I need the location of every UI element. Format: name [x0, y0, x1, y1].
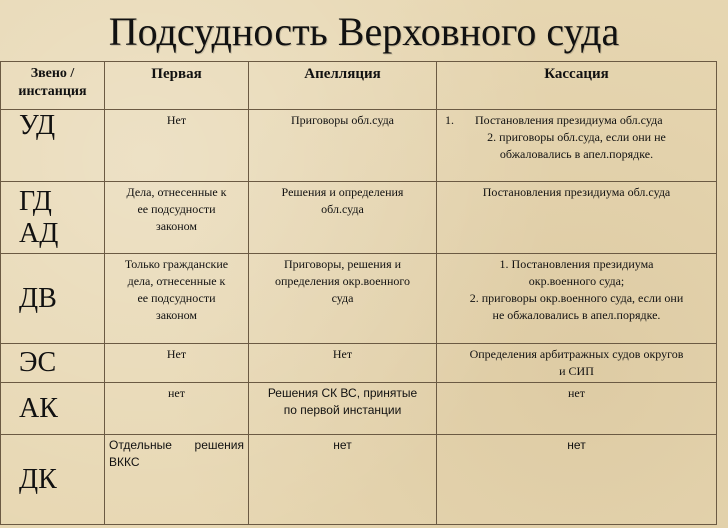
header-cassation: Кассация	[437, 62, 717, 110]
first-cell: нет	[105, 383, 249, 435]
cassation-cell: Определения арбитражных судов округов и СИП	[437, 344, 717, 383]
appeal-cell: Нет	[249, 344, 437, 383]
header-row	[1, 62, 717, 110]
appeal-cell: Приговоры, решения и определения окр.военного суда	[249, 254, 437, 344]
level-cell: ГД АД	[1, 182, 105, 254]
cassation-cell: нет	[437, 383, 717, 435]
level-cell: УД	[1, 110, 105, 182]
appeal-cell: Решения и определения обл.суда	[249, 182, 437, 254]
jurisdiction-table	[0, 61, 717, 525]
level-cell: ДВ	[1, 254, 105, 344]
table-row	[1, 182, 717, 254]
cassation-cell: 1. Постановления президиума обл.суда 2. приговоры обл.суда, если они не обжаловались в апел.порядке.	[437, 110, 717, 182]
page-title: Подсудность Верховного суда	[108, 9, 620, 54]
appeal-cell: Приговоры обл.суда	[249, 110, 437, 182]
level-cell: АК	[1, 383, 105, 435]
cassation-cell: Постановления президиума обл.суда	[437, 182, 717, 254]
first-cell: Нет	[105, 344, 249, 383]
table-row	[1, 344, 717, 383]
level-cell: ДК	[1, 435, 105, 525]
table-row	[1, 110, 717, 182]
first-cell: Только гражданские дела, отнесенные к ее подсудности законом	[105, 254, 249, 344]
cassation-cell: нет	[437, 435, 717, 525]
cassation-cell: 1. Постановления президиума окр.военного суда; 2. приговоры окр.военного суда, если они не обжаловались в апел.порядке.	[437, 254, 717, 344]
header-level: Звено / инстанция	[1, 62, 105, 110]
appeal-cell: Решения СК ВС, принятые по первой инстанции	[249, 383, 437, 435]
table-row	[1, 254, 717, 344]
first-cell: Дела, отнесенные к ее подсудности законом	[105, 182, 249, 254]
level-cell: ЭС	[1, 344, 105, 383]
table-row	[1, 435, 717, 525]
appeal-cell: нет	[249, 435, 437, 525]
table-row	[1, 383, 717, 435]
first-cell: Отдельные решения ВККС	[105, 435, 249, 525]
first-cell: Нет	[105, 110, 249, 182]
header-appeal: Апелляция	[249, 62, 437, 110]
header-first: Первая	[105, 62, 249, 110]
